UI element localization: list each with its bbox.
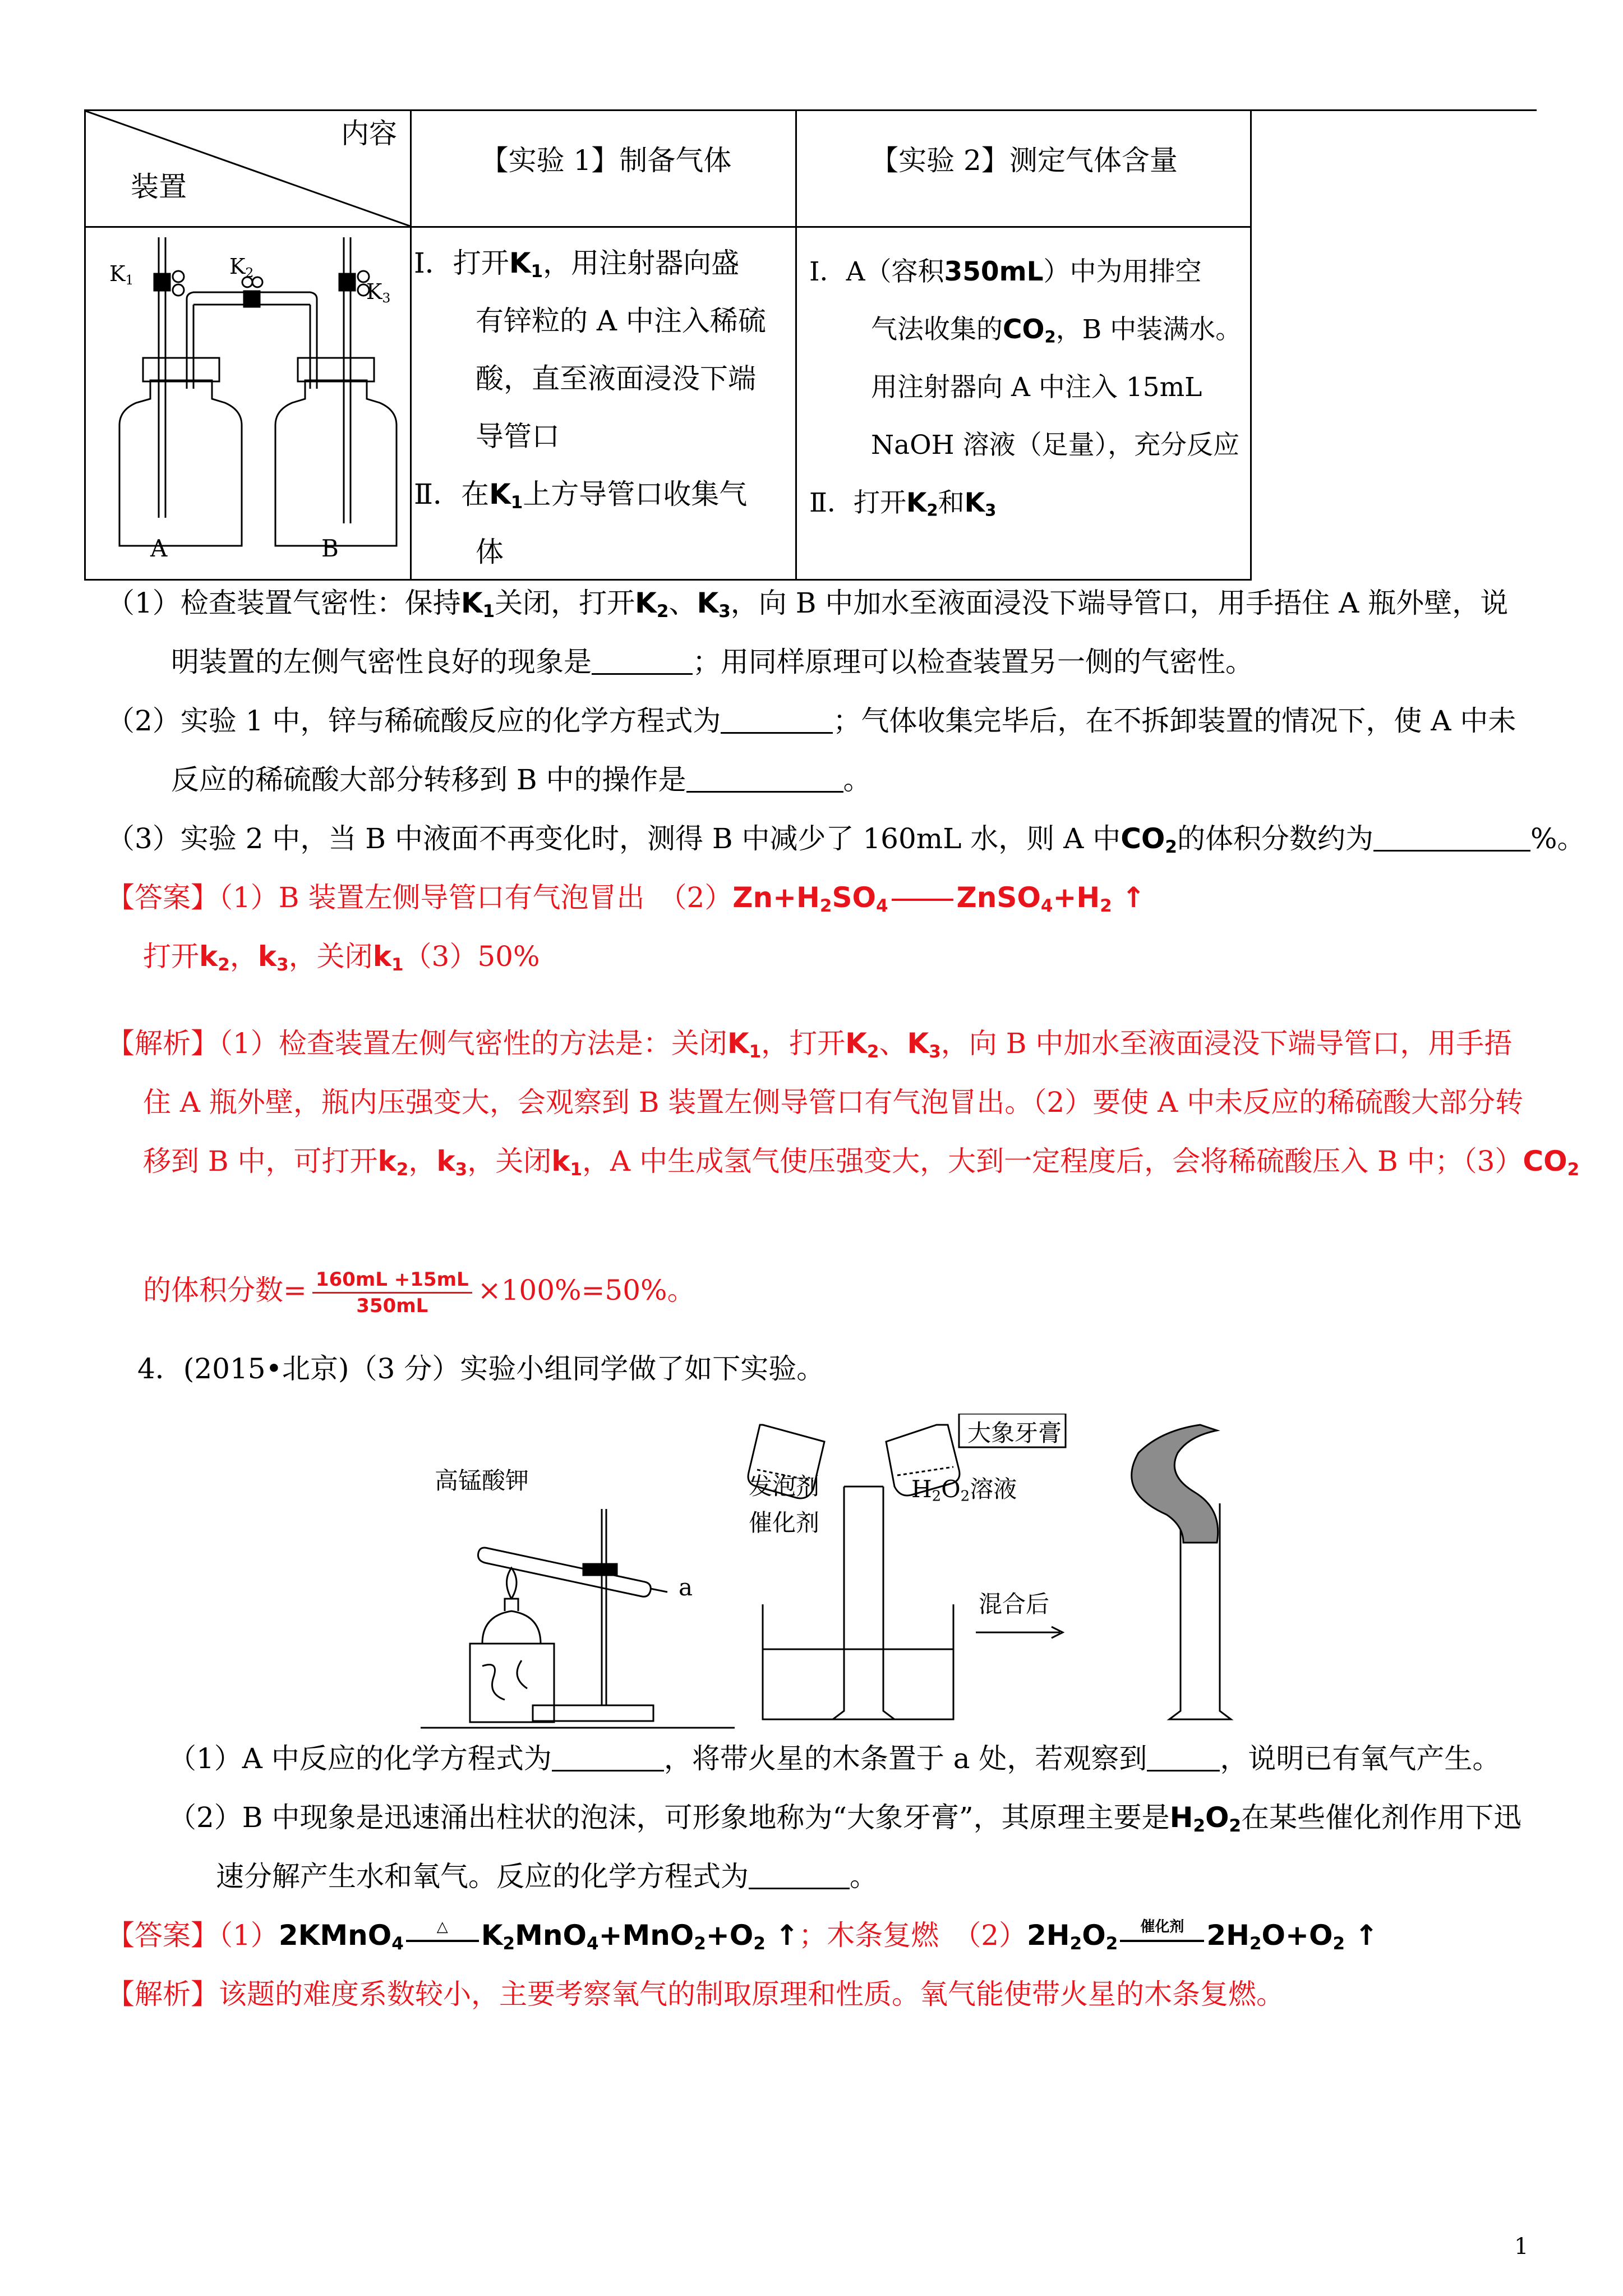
header-exp2: 【实验 2】测定气体含量 <box>870 144 1178 177</box>
table-col-divider-1 <box>410 111 412 579</box>
answer-blank <box>592 648 693 675</box>
fig-label-foam: 发泡剂 <box>749 1473 820 1500</box>
fig-label-mix: 混合后 <box>979 1590 1050 1618</box>
q3-part2-line1: （2）实验 1 中，锌与稀硫酸反应的化学方程式为 ；气体收集完毕后，在不拆卸装置的情况下，使 A 中未 <box>107 705 1516 737</box>
q4-explanation: 【解析】该题的难度系数较小，主要考察氧气的制取原理和性质。氧气能使带火星的木条复燃。 <box>107 1978 1284 2010</box>
q4-title: 4．(2015•北京)（3 分）实验小组同学做了如下实验。 <box>137 1352 825 1385</box>
answer-blank <box>721 707 833 734</box>
page-number: 1 <box>1514 2234 1529 2260</box>
header-exp1: 【实验 1】制备气体 <box>480 144 732 177</box>
answer-blank <box>749 1863 850 1889</box>
fig-label-kmno4: 高锰酸钾 <box>435 1467 529 1494</box>
q3-part1-line2: 明装置的左侧气密性良好的现象是 ；用同样原理可以检查装置另一侧的气密性。 <box>171 646 1253 678</box>
q3-explanation-line3: 移到 B 中，可打开$k_2$，$k_3$，关闭$k_1$，A 中生成氢气使压强变大，大到一定程度后，会将稀硫酸压入 B 中；$(3)CO_2$ <box>143 1145 1580 1180</box>
q4-part2-line1: （2）B 中现象是迅速涌出柱状的泡沫，可形象地称为“大象牙膏”，其原理主要是$H_2O_2$在某些催化剂作用下迅 <box>168 1801 1522 1836</box>
header-device: 装置 <box>131 171 187 203</box>
q4-figure <box>421 1414 1565 1733</box>
answer-blank <box>1147 1745 1220 1772</box>
q3-explanation-line4: 的体积分数= $\frac{160mL +15mL}{350mL}$ ×100%=50%。 <box>143 1268 695 1317</box>
volume-fraction: $\frac{160mL +15mL}{350mL}$ <box>312 1267 472 1318</box>
fig-label-catalyst: 催化剂 <box>749 1509 820 1536</box>
q3-explanation-line1: 【解析】（1）检查装置左侧气密性的方法是：关闭$K_1$，打开$K_2$、$K_3$，向 B 中加水至液面浸没下端导管口，用手捂 <box>107 1027 1513 1062</box>
kmno4-equation: 2KMnO$_4$ △ $K_2MnO_4+MnO_2+O_2$ ↑ <box>278 1918 799 1954</box>
q3-answer-line2: 打开$k_2$，$k_3$，关闭$k_1(3)50\%$ <box>143 940 540 975</box>
apparatus-figure <box>97 232 403 568</box>
apparatus-label-a: A <box>150 535 168 562</box>
q3-part2-line2: 反应的稀硫酸大部分转移到 B 中的操作是 。 <box>171 763 872 796</box>
q3-answer-line1: 【答案】（1）B 装置左侧导管口有气泡冒出 $(2)Zn+H_2SO_4$ $ZnSO_4+H_2$ ↑ <box>107 881 1146 916</box>
q3-part3: （3）实验 2 中，当 B 中液面不再变化时，测得 B 中减少了 160mL 水，则 A 中$CO_2$的体积分数约为 %。 <box>107 822 1585 857</box>
apparatus-label-b: B <box>321 535 339 562</box>
fig-label-a: a <box>679 1573 693 1601</box>
q4-answer: 【答案】（1）2KMnO$_4$ △ $K_2MnO_4+MnO_2+O_2$ ↑；木条复燃 $(2)2H_2O_2$ 催化剂 $2H_2O+O_2$ ↑ <box>107 1918 1378 1954</box>
table-row-divider <box>86 226 1250 228</box>
header-content: 内容 <box>341 117 397 150</box>
answer-blank <box>552 1745 664 1772</box>
table-col-divider-2 <box>795 111 797 579</box>
q3-part1-line1: （1）检查装置气密性：保持$K_1$关闭，打开$K_2$、$K_3$，向 B 中加水至液面浸没下端导管口，用手捂住 A 瓶外壁，说 <box>107 587 1509 622</box>
h2o2-equation: $2H_2O_2$ 催化剂 $2H_2O+O_2$ ↑ <box>1027 1918 1378 1954</box>
zn-equation: $Zn+H_2SO_4$ $ZnSO_4+H_2$ ↑ <box>732 881 1146 916</box>
experiment-table <box>84 109 1252 581</box>
apparatus-label-k3: $K_3$ <box>366 279 391 306</box>
exp2-steps: Ⅰ．A（容积350mL）中为用排空 气法收集的$CO_2$，B 中装满水。 用注射器向 A 中注入 15mL NaOH 溶液（足量），充分反应 Ⅱ．打开$K_2$和$K_3$ <box>809 256 1242 520</box>
fig-label-h2o2: $H_2O_2$溶液 <box>911 1475 1017 1505</box>
answer-blank <box>1373 825 1530 852</box>
q3-explanation-line2: 住 A 瓶外壁，瓶内压强变大，会观察到 B 装置左侧导管口有气泡冒出。（2）要使 A 中未反应的稀硫酸大部分转 <box>143 1086 1524 1119</box>
answer-blank <box>686 766 843 793</box>
apparatus-label-k1: $K_1$ <box>109 261 134 288</box>
exp1-steps: Ⅰ．打开$K_1$，用注射器向盛 有锌粒的 A 中注入稀硫 酸，直至液面浸没下端 导管口 Ⅱ．在$K_1$上方导管口收集气 体 <box>414 247 766 568</box>
apparatus-label-k2: $K_2$ <box>229 254 254 280</box>
q4-part1: （1）A 中反应的化学方程式为 ，将带火星的木条置于 a 处，若观察到 ，说明已有氧气产生。 <box>168 1742 1501 1775</box>
q4-part2-line2: 速分解产生水和氧气。反应的化学方程式为 。 <box>216 1860 878 1893</box>
fig-label-toothpaste: 大象牙膏 <box>967 1419 1062 1447</box>
